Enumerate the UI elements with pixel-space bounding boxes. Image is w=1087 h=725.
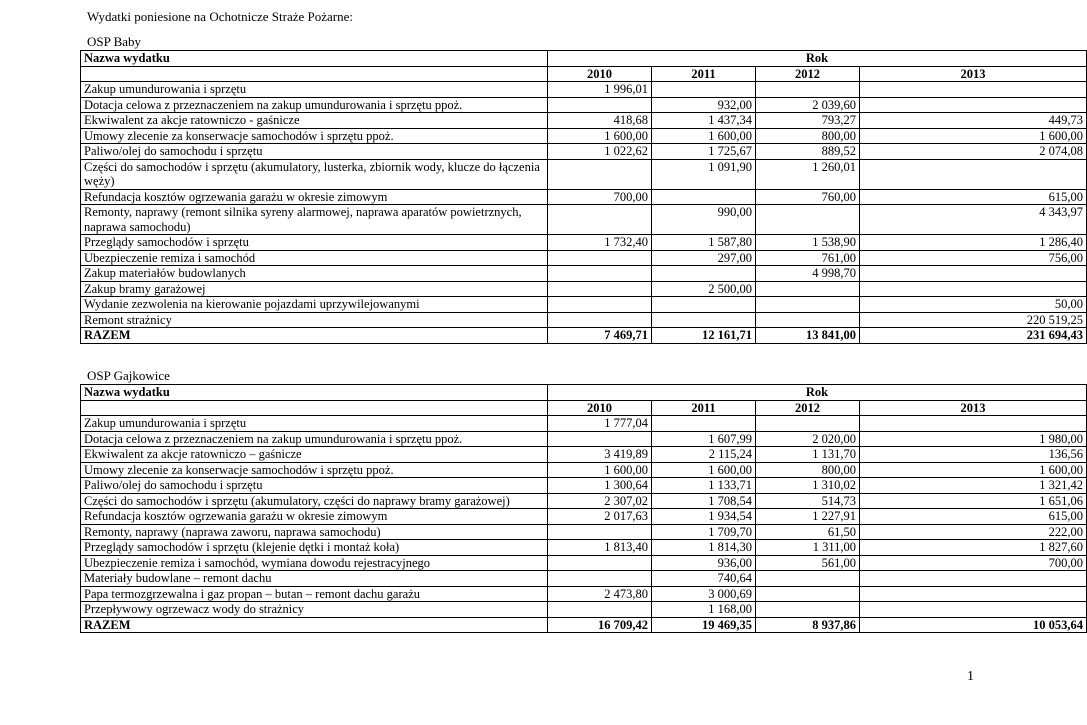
expense-name-cell: Ekwiwalent za akcje ratowniczo - gaśnicze — [81, 113, 548, 129]
amount-cell-2013: 1 600,00 — [860, 462, 1087, 478]
amount-cell-2010 — [548, 297, 652, 313]
amount-cell-2010: 1 996,01 — [548, 82, 652, 98]
year-header-2010: 2010 — [548, 400, 652, 416]
empty-header-cell — [81, 66, 548, 82]
amount-cell-2013: 50,00 — [860, 297, 1087, 313]
amount-cell-2010 — [548, 159, 652, 189]
total-amount-2010: 7 469,71 — [548, 328, 652, 344]
amount-cell-2011: 1 091,90 — [652, 159, 756, 189]
amount-cell-2011: 2 115,24 — [652, 447, 756, 463]
amount-cell-2013: 1 600,00 — [860, 128, 1087, 144]
amount-cell-2013: 1 980,00 — [860, 431, 1087, 447]
amount-cell-2010 — [548, 312, 652, 328]
expense-name-cell: Przeglądy samochodów i sprzętu — [81, 235, 548, 251]
table-row — [81, 266, 1087, 282]
expense-name-cell: Części do samochodów i sprzętu (akumulatory, lusterka, zbiornik wody, klucze do łączenia węży) — [81, 159, 548, 189]
table-row — [81, 540, 1087, 556]
amount-cell-2010 — [548, 602, 652, 618]
amount-cell-2012 — [756, 416, 860, 432]
amount-cell-2012: 1 131,70 — [756, 447, 860, 463]
amount-cell-2013: 449,73 — [860, 113, 1087, 129]
amount-cell-2013 — [860, 159, 1087, 189]
amount-cell-2011: 1 587,80 — [652, 235, 756, 251]
amount-cell-2011: 1 168,00 — [652, 602, 756, 618]
year-header-2011: 2011 — [652, 400, 756, 416]
amount-cell-2010: 1 813,40 — [548, 540, 652, 556]
amount-cell-2012: 1 538,90 — [756, 235, 860, 251]
amount-cell-2011: 1 437,34 — [652, 113, 756, 129]
expense-name-cell: Remonty, naprawy (naprawa zaworu, naprawa samochodu) — [81, 524, 548, 540]
total-amount-2013: 10 053,64 — [860, 617, 1087, 633]
amount-cell-2010 — [548, 266, 652, 282]
table-row — [81, 312, 1087, 328]
table-row — [81, 462, 1087, 478]
amount-cell-2012 — [756, 312, 860, 328]
amount-cell-2010: 418,68 — [548, 113, 652, 129]
amount-cell-2011 — [652, 297, 756, 313]
page-number: 1 — [967, 669, 974, 684]
empty-header-cell — [81, 400, 548, 416]
amount-cell-2013: 1 827,60 — [860, 540, 1087, 556]
expense-name-cell: Paliwo/olej do samochodu i sprzętu — [81, 144, 548, 160]
expense-name-cell: Wydanie zezwolenia na kierowanie pojazdami uprzywilejowanymi — [81, 297, 548, 313]
amount-cell-2011: 297,00 — [652, 250, 756, 266]
amount-cell-2012: 761,00 — [756, 250, 860, 266]
amount-cell-2013: 2 074,08 — [860, 144, 1087, 160]
total-amount-2011: 19 469,35 — [652, 617, 756, 633]
amount-cell-2012 — [756, 297, 860, 313]
amount-cell-2011 — [652, 82, 756, 98]
amount-cell-2013: 1 286,40 — [860, 235, 1087, 251]
table-row — [81, 82, 1087, 98]
amount-cell-2013 — [860, 571, 1087, 587]
expense-name-cell: Ekwiwalent za akcje ratowniczo – gaśnicze — [81, 447, 548, 463]
table-row — [81, 297, 1087, 313]
total-amount-2012: 8 937,86 — [756, 617, 860, 633]
amount-cell-2012: 760,00 — [756, 189, 860, 205]
amount-cell-2013 — [860, 281, 1087, 297]
amount-cell-2013 — [860, 97, 1087, 113]
expense-name-cell: Materiały budowlane – remont dachu — [81, 571, 548, 587]
table-row — [81, 113, 1087, 129]
amount-cell-2011: 1 934,54 — [652, 509, 756, 525]
amount-cell-2011: 1 600,00 — [652, 128, 756, 144]
amount-cell-2012: 889,52 — [756, 144, 860, 160]
amount-cell-2012 — [756, 82, 860, 98]
amount-cell-2012: 1 227,91 — [756, 509, 860, 525]
year-header-2013: 2013 — [860, 400, 1087, 416]
amount-cell-2012: 561,00 — [756, 555, 860, 571]
amount-cell-2011: 2 500,00 — [652, 281, 756, 297]
section-label-osp-baby: OSP Baby — [87, 34, 142, 49]
amount-cell-2013: 700,00 — [860, 555, 1087, 571]
table-row — [81, 524, 1087, 540]
amount-cell-2012 — [756, 571, 860, 587]
table-row — [81, 235, 1087, 251]
amount-cell-2010: 1 777,04 — [548, 416, 652, 432]
expense-name-cell: Paliwo/olej do samochodu i sprzętu — [81, 478, 548, 494]
amount-cell-2010 — [548, 97, 652, 113]
table-row — [81, 97, 1087, 113]
amount-cell-2010: 1 600,00 — [548, 128, 652, 144]
amount-cell-2010: 3 419,89 — [548, 447, 652, 463]
amount-cell-2011: 1 708,54 — [652, 493, 756, 509]
amount-cell-2010: 700,00 — [548, 189, 652, 205]
expenses-table-osp-gajkowice — [80, 384, 1087, 633]
amount-cell-2011: 1 725,67 — [652, 144, 756, 160]
table-row — [81, 431, 1087, 447]
amount-cell-2013: 220 519,25 — [860, 312, 1087, 328]
amount-cell-2011: 740,64 — [652, 571, 756, 587]
expense-name-cell: Remont strażnicy — [81, 312, 548, 328]
amount-cell-2013: 4 343,97 — [860, 205, 1087, 235]
table-row — [81, 281, 1087, 297]
total-amount-2013: 231 694,43 — [860, 328, 1087, 344]
amount-cell-2011 — [652, 189, 756, 205]
total-amount-2011: 12 161,71 — [652, 328, 756, 344]
table-row — [81, 250, 1087, 266]
column-group-header-year: Rok — [548, 385, 1087, 401]
amount-cell-2010 — [548, 205, 652, 235]
year-header-2013: 2013 — [860, 66, 1087, 82]
amount-cell-2012 — [756, 281, 860, 297]
amount-cell-2010: 1 600,00 — [548, 462, 652, 478]
expense-name-cell: Zakup umundurowania i sprzętu — [81, 416, 548, 432]
amount-cell-2010 — [548, 555, 652, 571]
amount-cell-2012: 4 998,70 — [756, 266, 860, 282]
amount-cell-2012: 793,27 — [756, 113, 860, 129]
table-row — [81, 586, 1087, 602]
amount-cell-2012: 1 310,02 — [756, 478, 860, 494]
amount-cell-2011 — [652, 312, 756, 328]
amount-cell-2011: 1 133,71 — [652, 478, 756, 494]
table-row — [81, 571, 1087, 587]
total-row — [81, 328, 1087, 344]
table-row — [81, 144, 1087, 160]
amount-cell-2013: 615,00 — [860, 509, 1087, 525]
amount-cell-2011: 1 600,00 — [652, 462, 756, 478]
amount-cell-2013: 756,00 — [860, 250, 1087, 266]
year-header-2011: 2011 — [652, 66, 756, 82]
amount-cell-2010: 1 300,64 — [548, 478, 652, 494]
expense-name-cell: Przeglądy samochodów i sprzętu (klejenie dętki i montaż koła) — [81, 540, 548, 556]
column-header-name: Nazwa wydatku — [81, 385, 548, 401]
table-row — [81, 159, 1087, 189]
year-header-2012: 2012 — [756, 66, 860, 82]
year-header-2012: 2012 — [756, 400, 860, 416]
total-amount-2012: 13 841,00 — [756, 328, 860, 344]
section-label-osp-gajkowice: OSP Gajkowice — [87, 368, 170, 383]
table-row — [81, 478, 1087, 494]
expense-name-cell: Dotacja celowa z przeznaczeniem na zakup umundurowania i sprzętu ppoż. — [81, 431, 548, 447]
amount-cell-2010: 1 732,40 — [548, 235, 652, 251]
amount-cell-2013: 615,00 — [860, 189, 1087, 205]
year-header-2010: 2010 — [548, 66, 652, 82]
amount-cell-2013: 222,00 — [860, 524, 1087, 540]
table-row — [81, 128, 1087, 144]
table-row — [81, 509, 1087, 525]
amount-cell-2010: 2 017,63 — [548, 509, 652, 525]
year-header-row — [81, 66, 1087, 82]
expense-name-cell: Części do samochodów i sprzętu (akumulatory, części do naprawy bramy garażowej) — [81, 493, 548, 509]
total-row — [81, 617, 1087, 633]
amount-cell-2013: 136,56 — [860, 447, 1087, 463]
expense-name-cell: Umowy zlecenie za konserwacje samochodów i sprzętu ppoż. — [81, 128, 548, 144]
total-label: RAZEM — [81, 617, 548, 633]
expense-name-cell: Dotacja celowa z przeznaczeniem na zakup umundurowania i sprzętu ppoż. — [81, 97, 548, 113]
amount-cell-2011: 3 000,69 — [652, 586, 756, 602]
column-group-header-year: Rok — [548, 51, 1087, 67]
amount-cell-2013 — [860, 602, 1087, 618]
table-row — [81, 189, 1087, 205]
expense-name-cell: Umowy zlecenie za konserwacje samochodów i sprzętu ppoż. — [81, 462, 548, 478]
table-header-row — [81, 51, 1087, 67]
amount-cell-2010: 2 473,80 — [548, 586, 652, 602]
table-row — [81, 205, 1087, 235]
amount-cell-2011: 1 607,99 — [652, 431, 756, 447]
expense-name-cell: Przepływowy ogrzewacz wody do strażnicy — [81, 602, 548, 618]
page-heading: Wydatki poniesione na Ochotnicze Straże Pożarne: — [87, 9, 353, 24]
expense-name-cell: Ubezpieczenie remiza i samochód — [81, 250, 548, 266]
amount-cell-2011 — [652, 416, 756, 432]
expense-name-cell: Zakup umundurowania i sprzętu — [81, 82, 548, 98]
column-header-name: Nazwa wydatku — [81, 51, 548, 67]
table-header-row — [81, 385, 1087, 401]
amount-cell-2013 — [860, 266, 1087, 282]
amount-cell-2010: 1 022,62 — [548, 144, 652, 160]
amount-cell-2012: 2 020,00 — [756, 431, 860, 447]
table-row — [81, 447, 1087, 463]
total-label: RAZEM — [81, 328, 548, 344]
amount-cell-2012 — [756, 586, 860, 602]
table-row — [81, 493, 1087, 509]
table-row — [81, 602, 1087, 618]
year-header-row — [81, 400, 1087, 416]
amount-cell-2010 — [548, 281, 652, 297]
amount-cell-2010 — [548, 431, 652, 447]
amount-cell-2012: 2 039,60 — [756, 97, 860, 113]
amount-cell-2011 — [652, 266, 756, 282]
expense-name-cell: Remonty, naprawy (remont silnika syreny alarmowej, naprawa aparatów powietrznych, naprawa samochodu) — [81, 205, 548, 235]
amount-cell-2013: 1 321,42 — [860, 478, 1087, 494]
amount-cell-2012 — [756, 205, 860, 235]
amount-cell-2010 — [548, 571, 652, 587]
amount-cell-2010: 2 307,02 — [548, 493, 652, 509]
amount-cell-2011: 932,00 — [652, 97, 756, 113]
total-amount-2010: 16 709,42 — [548, 617, 652, 633]
amount-cell-2012: 514,73 — [756, 493, 860, 509]
amount-cell-2012: 800,00 — [756, 128, 860, 144]
amount-cell-2013: 1 651,06 — [860, 493, 1087, 509]
table-row — [81, 555, 1087, 571]
expense-name-cell: Refundacja kosztów ogrzewania garażu w okresie zimowym — [81, 189, 548, 205]
expense-name-cell: Zakup materiałów budowlanych — [81, 266, 548, 282]
expense-name-cell: Refundacja kosztów ogrzewania garażu w okresie zimowym — [81, 509, 548, 525]
amount-cell-2013 — [860, 416, 1087, 432]
expense-name-cell: Ubezpieczenie remiza i samochód, wymiana dowodu rejestracyjnego — [81, 555, 548, 571]
amount-cell-2012: 800,00 — [756, 462, 860, 478]
amount-cell-2010 — [548, 250, 652, 266]
amount-cell-2012: 1 311,00 — [756, 540, 860, 556]
amount-cell-2011: 1 709,70 — [652, 524, 756, 540]
amount-cell-2013 — [860, 586, 1087, 602]
expense-name-cell: Papa termozgrzewalna i gaz propan – butan – remont dachu garażu — [81, 586, 548, 602]
amount-cell-2011: 990,00 — [652, 205, 756, 235]
expense-name-cell: Zakup bramy garażowej — [81, 281, 548, 297]
amount-cell-2010 — [548, 524, 652, 540]
amount-cell-2011: 1 814,30 — [652, 540, 756, 556]
amount-cell-2013 — [860, 82, 1087, 98]
expenses-table-osp-baby — [80, 50, 1087, 344]
amount-cell-2012: 1 260,01 — [756, 159, 860, 189]
amount-cell-2012: 61,50 — [756, 524, 860, 540]
amount-cell-2011: 936,00 — [652, 555, 756, 571]
amount-cell-2012 — [756, 602, 860, 618]
table-row — [81, 416, 1087, 432]
